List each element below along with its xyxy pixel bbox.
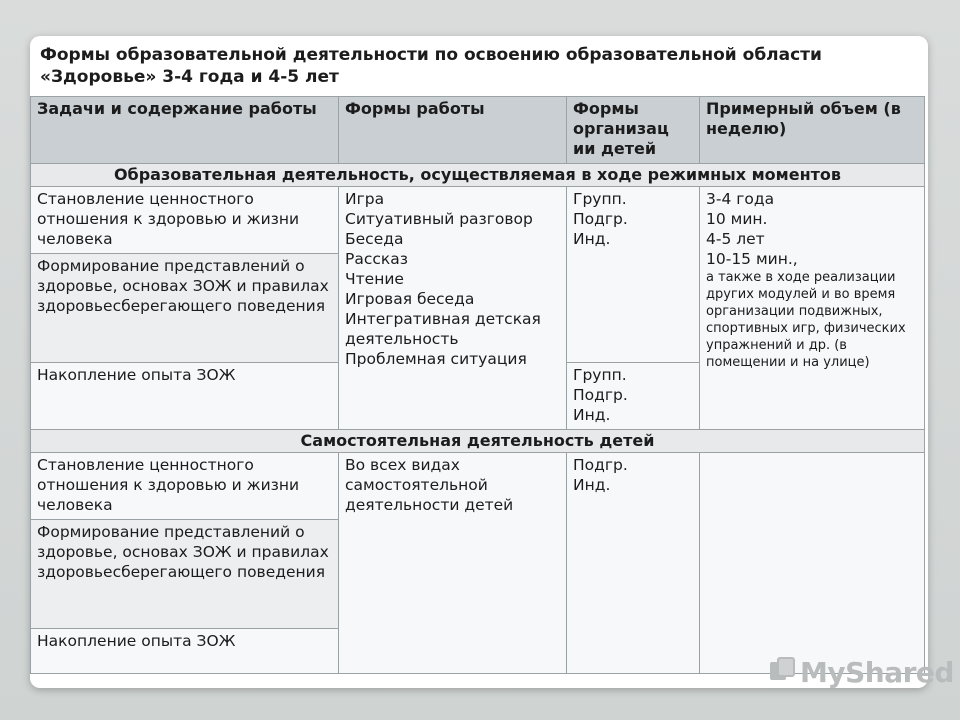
header-forms: Формы работы bbox=[339, 97, 567, 164]
header-volume: Примерный объем (в неделю) bbox=[700, 97, 925, 164]
task-cell: Формирование представлений о здоровье, основах ЗОЖ и правилах здоровьесберегающего поведения bbox=[31, 520, 339, 629]
task-cell: Накопление опыта ЗОЖ bbox=[31, 363, 339, 430]
org-item: Групп. bbox=[573, 366, 627, 384]
section-label-independent: Самостоятельная деятельность детей bbox=[31, 430, 925, 453]
volume-cell bbox=[700, 187, 925, 430]
table-header-row bbox=[31, 97, 925, 164]
table-row bbox=[31, 453, 925, 520]
form-item: Игра bbox=[345, 190, 385, 208]
volume-time-1: 10 мин. bbox=[706, 210, 768, 228]
activity-table bbox=[30, 96, 925, 674]
form-item: Ситуативный разговор bbox=[345, 210, 533, 228]
task-cell: Становление ценностного отношения к здоровью и жизни человека bbox=[31, 187, 339, 254]
org-item: Инд. bbox=[573, 476, 611, 494]
forms-cell bbox=[339, 187, 567, 430]
org-item: Подгр. bbox=[573, 456, 628, 474]
section-row bbox=[31, 164, 925, 187]
watermark bbox=[768, 656, 954, 693]
org-item: Подгр. bbox=[573, 210, 628, 228]
task-cell: Формирование представлений о здоровье, основах ЗОЖ и правилах здоровьесберегающего поведения bbox=[31, 254, 339, 363]
slide bbox=[30, 36, 928, 688]
form-item: Рассказ bbox=[345, 250, 408, 268]
form-item: Интегративная детская деятельность bbox=[345, 310, 541, 348]
watermark-logo-icon bbox=[768, 656, 798, 693]
section-label-routine: Образовательная деятельность, осуществляемая в ходе режимных моментов bbox=[31, 164, 925, 187]
watermark-text: MyShared bbox=[800, 656, 954, 689]
org-cell bbox=[567, 453, 700, 674]
task-cell: Становление ценностного отношения к здоровью и жизни человека bbox=[31, 453, 339, 520]
table-row bbox=[31, 187, 925, 254]
org-item: Групп. bbox=[573, 190, 627, 208]
header-org: Формы организац ии детей bbox=[567, 97, 700, 164]
slide-title: Формы образовательной деятельности по освоению образовательной области «Здоровье» 3-4 года и 4-5 лет bbox=[40, 45, 822, 87]
org-item: Инд. bbox=[573, 406, 611, 424]
form-item: Игровая беседа bbox=[345, 290, 475, 308]
org-item: Подгр. bbox=[573, 386, 628, 404]
volume-age-1: 3-4 года bbox=[706, 190, 775, 208]
form-item: Беседа bbox=[345, 230, 404, 248]
org-cell bbox=[567, 363, 700, 430]
org-cell bbox=[567, 187, 700, 363]
task-cell: Накопление опыта ЗОЖ bbox=[31, 629, 339, 674]
header-tasks: Задачи и содержание работы bbox=[31, 97, 339, 164]
org-item: Инд. bbox=[573, 230, 611, 248]
forms-cell: Во всех видах самостоятельной деятельности детей bbox=[339, 453, 567, 674]
section-row bbox=[31, 430, 925, 453]
volume-time-2: 10-15 мин., bbox=[706, 250, 798, 268]
volume-age-2: 4-5 лет bbox=[706, 230, 765, 248]
form-item: Чтение bbox=[345, 270, 404, 288]
volume-cell-empty bbox=[700, 453, 925, 674]
volume-note: а также в ходе реализации других модулей и во время организации подвижных, спортивных игр, физических упражнений и др. (в помещении и на улице) bbox=[706, 270, 906, 370]
form-item: Проблемная ситуация bbox=[345, 350, 527, 368]
